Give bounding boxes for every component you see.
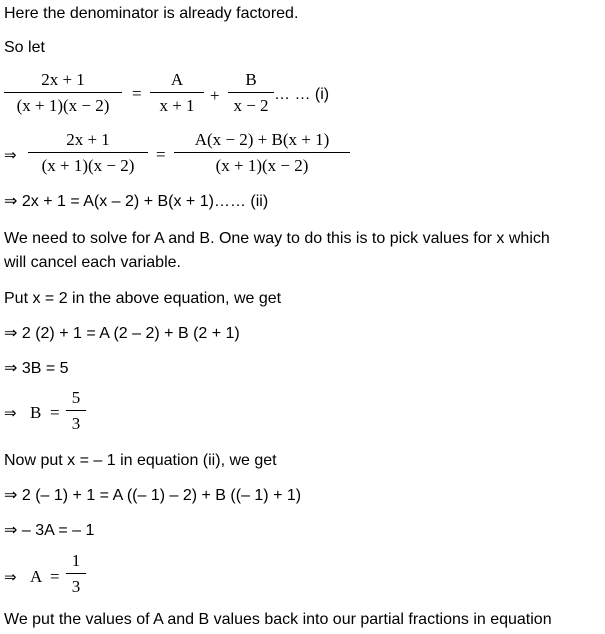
- fraction-bar: [174, 152, 350, 153]
- put-x-minus1-text: Now put x = – 1 in equation (ii), we get: [4, 452, 277, 469]
- eq1-a-denominator: x + 1: [159, 96, 195, 115]
- eq1-b-denominator: x − 2: [233, 96, 269, 115]
- eqb-fraction: [66, 388, 86, 434]
- eq1-plus: +: [210, 86, 220, 105]
- eq2-lhs-fraction: [28, 130, 148, 176]
- equation-ii-text: ⇒ 2x + 1 = A(x – 2) + B(x + 1)…… (ii): [4, 193, 269, 210]
- eq2-lhs-numerator: 2x + 1: [66, 130, 110, 149]
- eq2-rhs-numerator: A(x − 2) + B(x + 1): [194, 130, 330, 149]
- put-x2-text: Put x = 2 in the above equation, we get: [4, 290, 282, 307]
- explanation-text-1: We need to solve for A and B. One way to do this is to pick values for x which: [4, 230, 550, 247]
- eqa-numerator: 1: [71, 551, 81, 570]
- eqa-fraction: [66, 551, 86, 597]
- eq1-b-fraction: [228, 70, 274, 116]
- eq2-lhs-denominator: (x + 1)(x − 2): [41, 156, 135, 175]
- conclusion-text: We put the values of A and B values back into our partial fractions in equation: [4, 611, 552, 628]
- eq1-a-fraction: [150, 70, 204, 116]
- eqa-variable: A: [30, 567, 43, 586]
- eqb-equals: =: [50, 403, 60, 422]
- fraction-bar: [66, 573, 86, 574]
- eqa-equals: =: [50, 567, 60, 586]
- eq2-implies-arrow: ⇒: [4, 146, 17, 164]
- eq2-rhs-fraction: [174, 130, 350, 176]
- eq1-tag: … … (i): [274, 86, 330, 103]
- eqb-variable: B: [30, 403, 42, 422]
- substitution-x-minus1-text: ⇒ 2 (– 1) + 1 = A ((– 1) – 2) + B ((– 1) + 1): [4, 487, 302, 504]
- eq1-b-numerator: B: [245, 70, 257, 89]
- eq1-lhs-denominator: (x + 1)(x − 2): [16, 96, 110, 115]
- eqa-denominator: 3: [71, 577, 81, 596]
- fraction-bar: [28, 152, 148, 153]
- eqb-numerator: 5: [71, 388, 81, 407]
- so-let-text: So let: [4, 39, 45, 56]
- result-3b-text: ⇒ 3B = 5: [4, 360, 69, 377]
- fraction-bar: [228, 92, 274, 93]
- eqb-denominator: 3: [71, 414, 81, 433]
- intro-text: Here the denominator is already factored.: [4, 5, 299, 22]
- eq1-lhs-numerator: 2x + 1: [41, 70, 85, 89]
- eq1-a-numerator: A: [170, 70, 184, 89]
- eq1-lhs-fraction: [4, 70, 122, 116]
- eq1-equals: =: [132, 84, 142, 103]
- eq2-equals: =: [156, 145, 166, 164]
- fraction-bar: [4, 92, 122, 93]
- explanation-text-2: will cancel each variable.: [4, 254, 181, 271]
- fraction-bar: [150, 92, 204, 93]
- eqb-implies-arrow: ⇒: [4, 404, 17, 422]
- result-3a-text: ⇒ – 3A = – 1: [4, 522, 95, 539]
- fraction-bar: [66, 410, 86, 411]
- eq2-rhs-denominator: (x + 1)(x − 2): [215, 156, 309, 175]
- eqa-implies-arrow: ⇒: [4, 568, 17, 586]
- substitution-x2-text: ⇒ 2 (2) + 1 = A (2 – 2) + B (2 + 1): [4, 325, 240, 342]
